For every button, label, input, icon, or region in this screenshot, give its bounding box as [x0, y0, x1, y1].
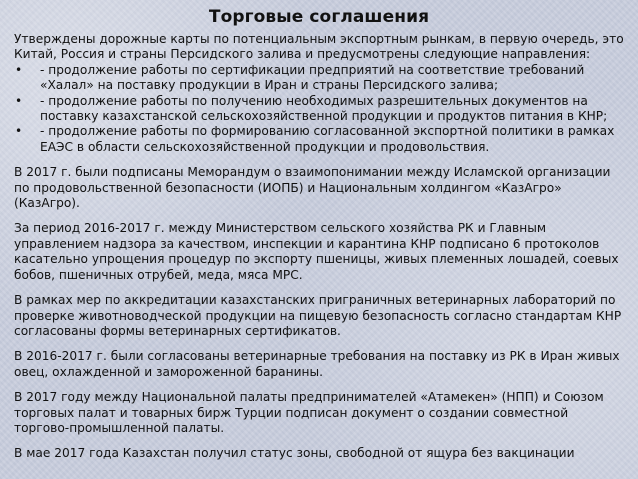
list-item-text: - продолжение работы по формированию согласованной экспортной политики в рамках ЕАЭС в области сельскохозяйственной продукции и продовольствия. — [40, 124, 615, 154]
list-item-text: - продолжение работы по сертификации предприятий на соответствие требований «Халал» на поставку продукции в Иран и страны Персидского залива; — [40, 62, 585, 93]
bullet-icon: • — [15, 124, 23, 139]
bullet-icon: • — [15, 93, 23, 108]
chamber-paragraph: В 2017 году между Национальной палаты предпринимателей «Атамекен» (НПП) и Союзом торговых палат и товарных бирж Турции подписан документ о создании совместной торгово-промышленной палаты. — [14, 390, 604, 435]
list-item — [14, 124, 624, 155]
veterinary-requirements-paragraph: В 2016-2017 г. были согласованы ветеринарные требования на поставку из РК в Иран живых овец, охлажденной и замороженной баранины. — [14, 349, 620, 379]
slide-title: Торговые соглашения — [208, 7, 430, 27]
directions-list — [14, 63, 624, 155]
protocols-paragraph: За период 2016-2017 г. между Министерством сельского хозяйства РК и Главным управлением надзора за качеством, инспекции и карантина КНР подписано 6 протоколов касательно упрощения процедур по экспорту пшеницы, живых племенных лошадей, соевых бобов, пшеничных отрубей, меда, мяса МРС. — [14, 221, 619, 282]
list-item-text: - продолжение работы по получению необходимых разрешительных документов на поставку казахстанской сельскохозяйственной продукции и продуктов питания в КНР; — [40, 93, 608, 124]
bullet-icon: • — [15, 62, 23, 77]
intro-paragraph: Утверждены дорожные карты по потенциальным экспортным рынкам, в первую очередь, это Китай, Россия и страны Персидского залива и предусмотрены следующие направления: — [14, 32, 624, 62]
accreditation-paragraph: В рамках мер по аккредитации казахстанских приграничных ветеринарных лабораторий по проверке животноводческой продукции на пищевую безопасность согласно стандартам КНР согласованы формы ветеринарных сертификатов. — [14, 293, 622, 338]
memorandum-paragraph: В 2017 г. были подписаны Меморандум о взаимопонимании между Исламской организации по продовольственной безопасности (ИОПБ) и Национальным холдингом «КазАгро» (КазАгро). — [14, 165, 611, 211]
fmd-status-paragraph: В мае 2017 года Казахстан получил статус зоны, свободной от ящура без вакцинации — [14, 446, 575, 461]
list-item — [14, 63, 624, 94]
list-item — [14, 94, 624, 125]
